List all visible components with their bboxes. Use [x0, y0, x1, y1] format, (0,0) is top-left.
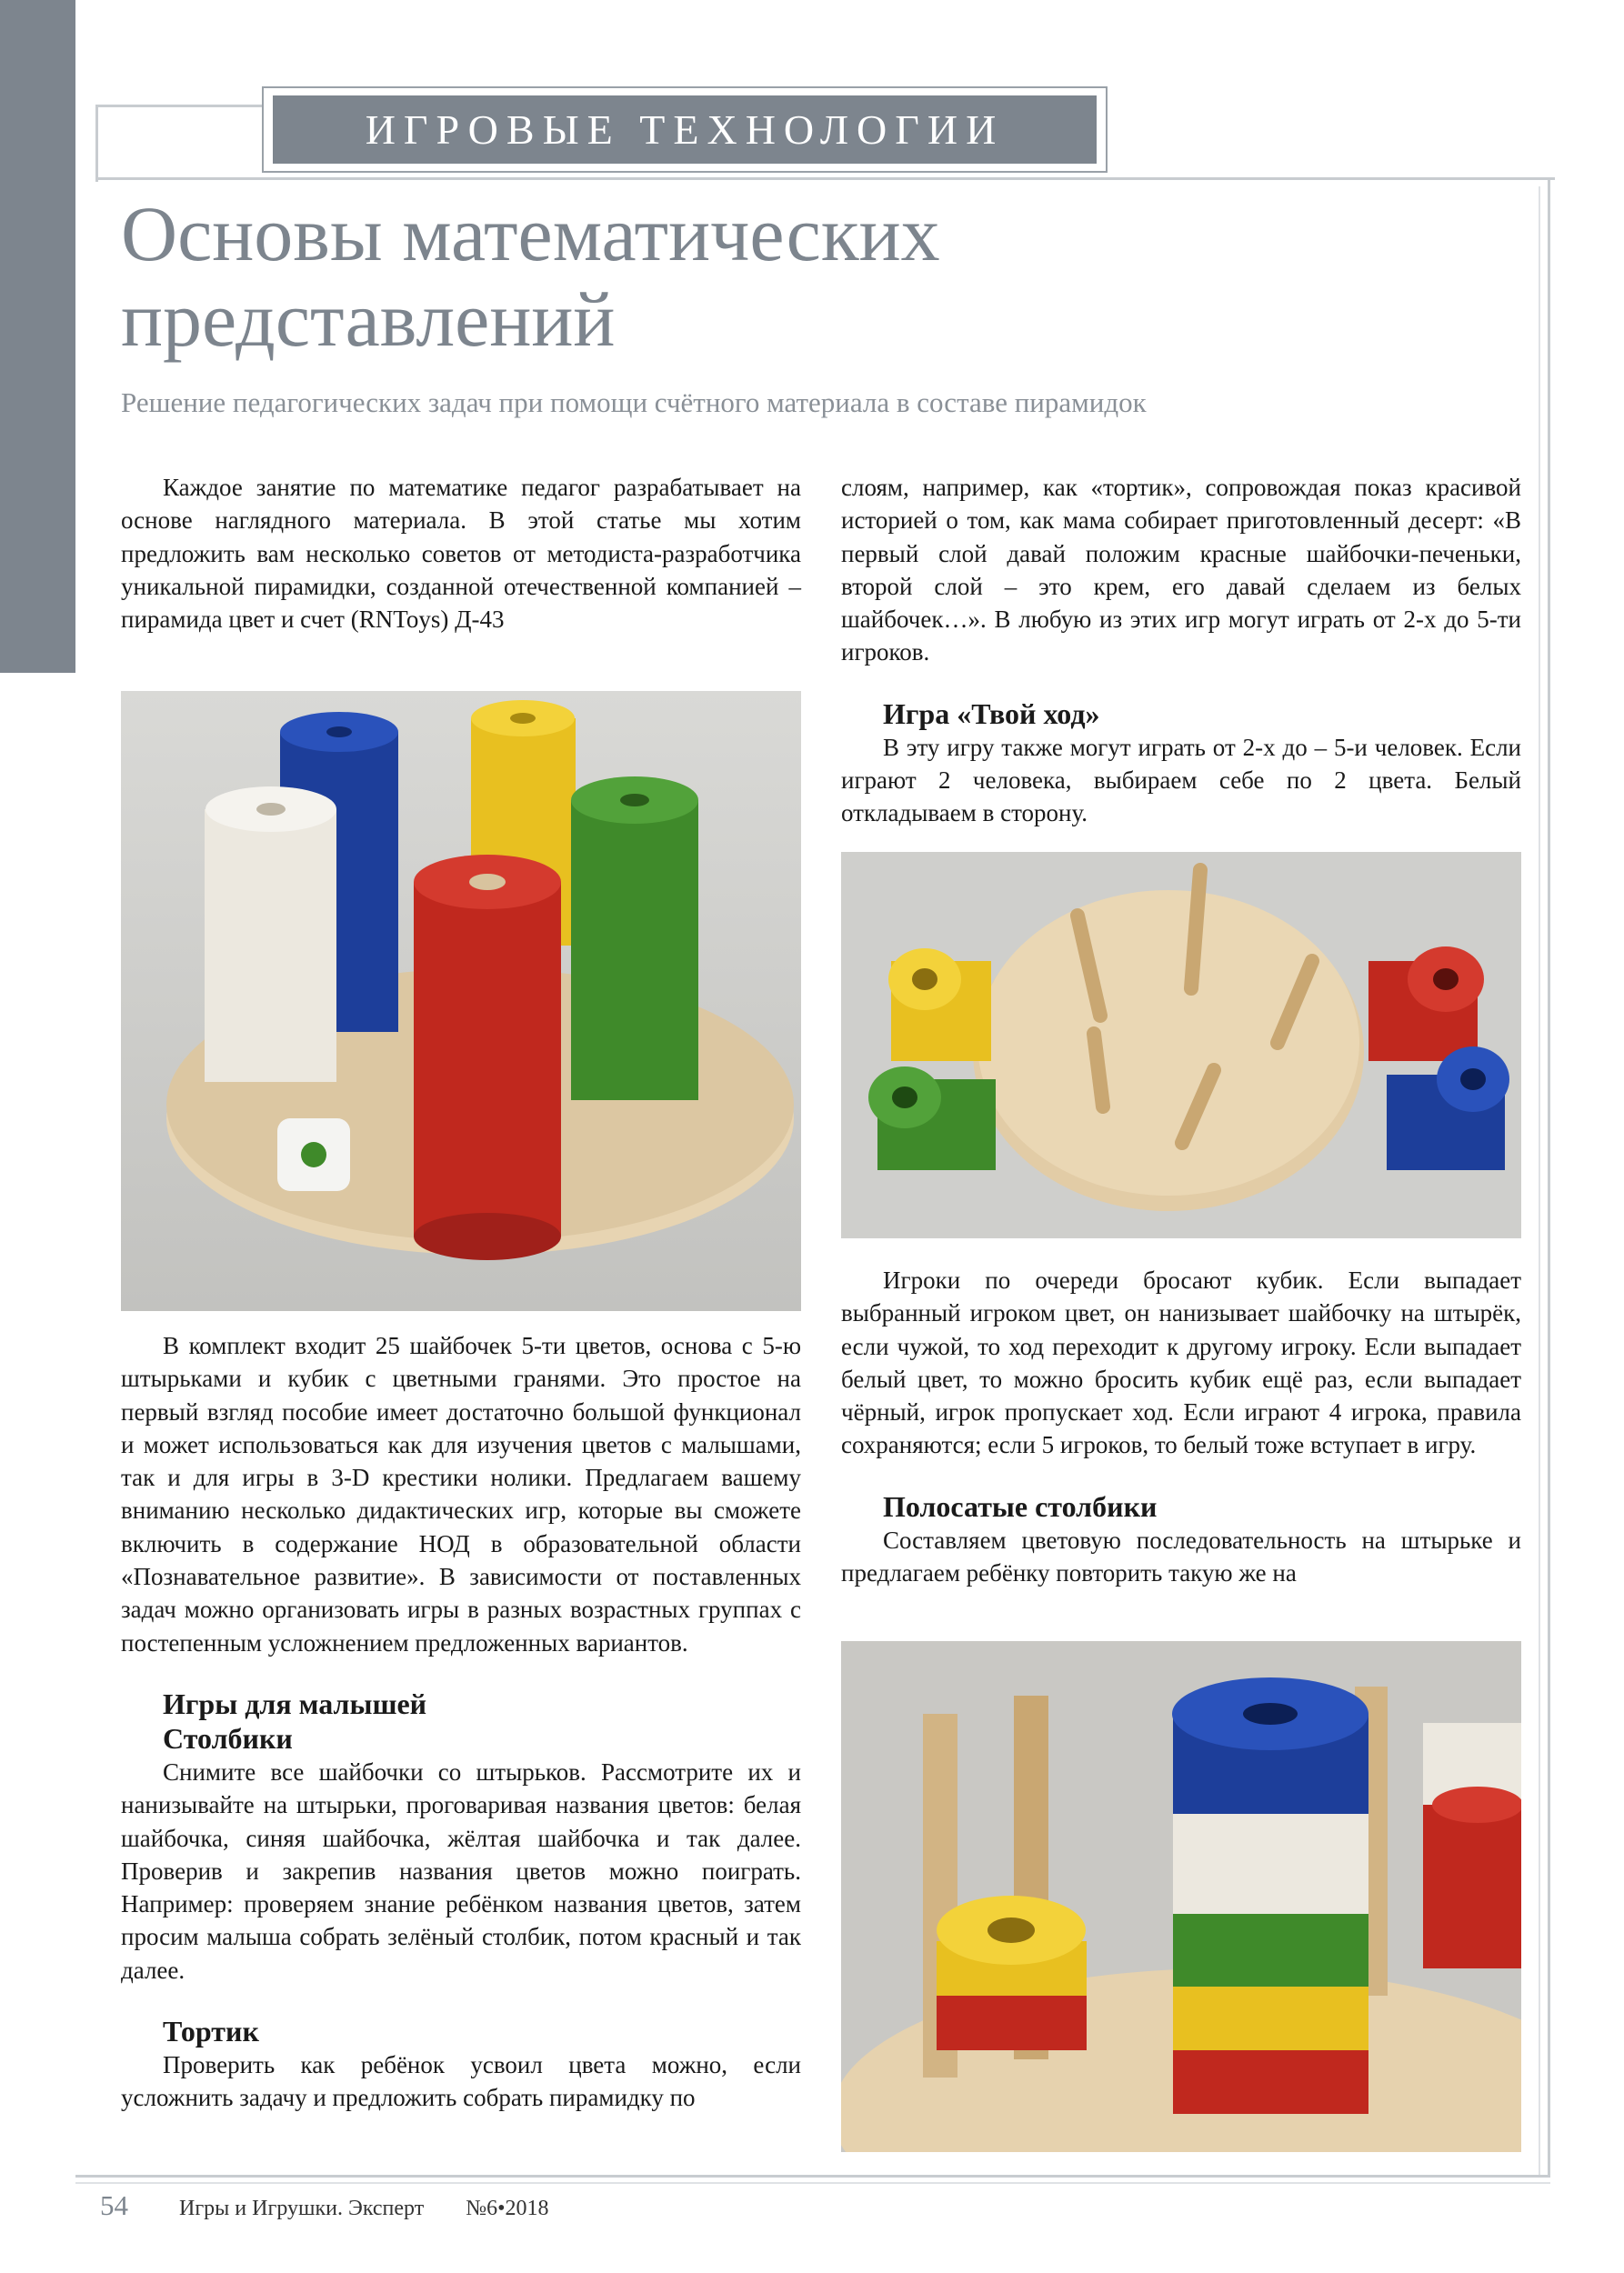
polosatye-paragraph: Составляем цветовую последовательность на штырьке и предлагаем ребёнку повторить такую же на: [841, 1526, 1521, 1587]
photo-striped-columns: [841, 1641, 1521, 2152]
tortik-continuation: слоям, например, как «тортик», сопровождая показ красивой историей о том, как мама собирает приготовленный десерт: «В первый слой давай положим красные шайбочки-печеньки, второй слой – это крем, его давай сделаем из белых шайбочек…». В любую из этих игр могут играть от 2-х до 5-ти игроков.: [841, 474, 1521, 666]
intro-paragraph: Каждое занятие по математике педагог разрабатывает на основе наглядного материала. В этой статье мы хотим предложить вам несколько советов от методиста-разработчика уникальной пирамидки, созданной отечественной компанией – пирамида цвет и счет (RNToys) Д-43: [121, 474, 801, 634]
photo-base-with-pegs: [841, 852, 1521, 1238]
article-title: [121, 191, 1485, 362]
stolbiki-paragraph: Снимите все шайбочки со штырьков. Рассмотрите их и нанизывайте на штырьки, проговаривая названия цветов: белая шайбочка, синяя шайбочка, жёлтая шайбочка и так далее. Проверив и закрепив названия цветов можно поиграть. Например: проверяем знание ребёнком названия цветов, затем просим малыша собрать зелёный столбик, потом красный и так далее.: [121, 1757, 801, 1984]
heading-games-for-kids: Игры для малышей: [163, 1687, 427, 1720]
rules-paragraph: Игроки по очереди бросают кубик. Если выпадает выбранный игроком цвет, он нанизывает шайбочку на штырёк, если чужой, то ход переходит к другому игроку. Если выпадает белый цвет, то можно бросить кубик ещё раз, если выпадает чёрный, игрок пропускает ход. Если играют 4 игрока, правила сохраняются; если 5 игроков, то белый тоже вступает в игру.: [841, 1267, 1521, 1459]
left-column-body: [121, 1329, 801, 2115]
section-header: ИГРОВЫЕ ТЕХНОЛОГИИ: [273, 95, 1097, 164]
title-line-1: Основы математических: [121, 190, 940, 277]
side-accent-bar: [0, 0, 75, 673]
frame-line: [75, 2175, 1550, 2178]
magazine-name: Игры и Игрушки. Эксперт: [179, 2197, 425, 2220]
frame-line: [95, 177, 1555, 180]
kit-paragraph: В комплект входит 25 шайбочек 5-ти цветов, основа с 5-ю штырьками и кубик с цветными гранями. Это простое на первый взгляд пособие имеет достаточно большой функционал и может использоваться как для изучения цветов с малышами, так и для игры в 3-D крестики нолики. Предлагаем вашему вниманию несколько дидактических игр, которые вы сможете включить в содержание НОД в образовательной области «Познавательное развитие». В зависимости от поставленных задач можно организовать игры в разных возрастных группах с постепенным усложнением предложенных вариантов.: [121, 1332, 801, 1657]
left-column-intro: [121, 471, 801, 636]
frame-line: [75, 2182, 1550, 2184]
heading-tvoy-hod: Игра «Твой ход»: [883, 696, 1100, 730]
heading-stolbiki: Столбики: [163, 1721, 293, 1755]
article-subtitle: Решение педагогических задач при помощи счётного материала в составе пирамидок: [121, 386, 1147, 418]
frame-line: [1539, 186, 1540, 2178]
frame-line: [95, 105, 264, 107]
page-number: 54: [100, 2189, 128, 2221]
frame-line: [1548, 177, 1550, 2178]
photo-pyramid-stacks: [121, 691, 801, 1311]
tvoy-hod-paragraph: В эту игру также могут играть от 2-х до – 5-и человек. Если играют 2 человека, выбираем себе по 2 цвета. Белый откладываем в сторону.: [841, 733, 1521, 827]
heading-polosatye: Полосатые столбики: [883, 1489, 1158, 1523]
frame-line: [95, 105, 98, 182]
heading-tortik: Тортик: [163, 2015, 259, 2048]
right-column-top: [841, 471, 1521, 830]
page-footer: [100, 2189, 549, 2222]
issue-number: №6•2018: [466, 2197, 549, 2220]
title-line-2: представлений: [121, 275, 616, 363]
tortik-paragraph: Проверить как ребёнок усвоил цвета можно, если усложнить задачу и предложить собрать пирамидку по: [121, 2051, 801, 2112]
right-column-body: [841, 1264, 1521, 1589]
